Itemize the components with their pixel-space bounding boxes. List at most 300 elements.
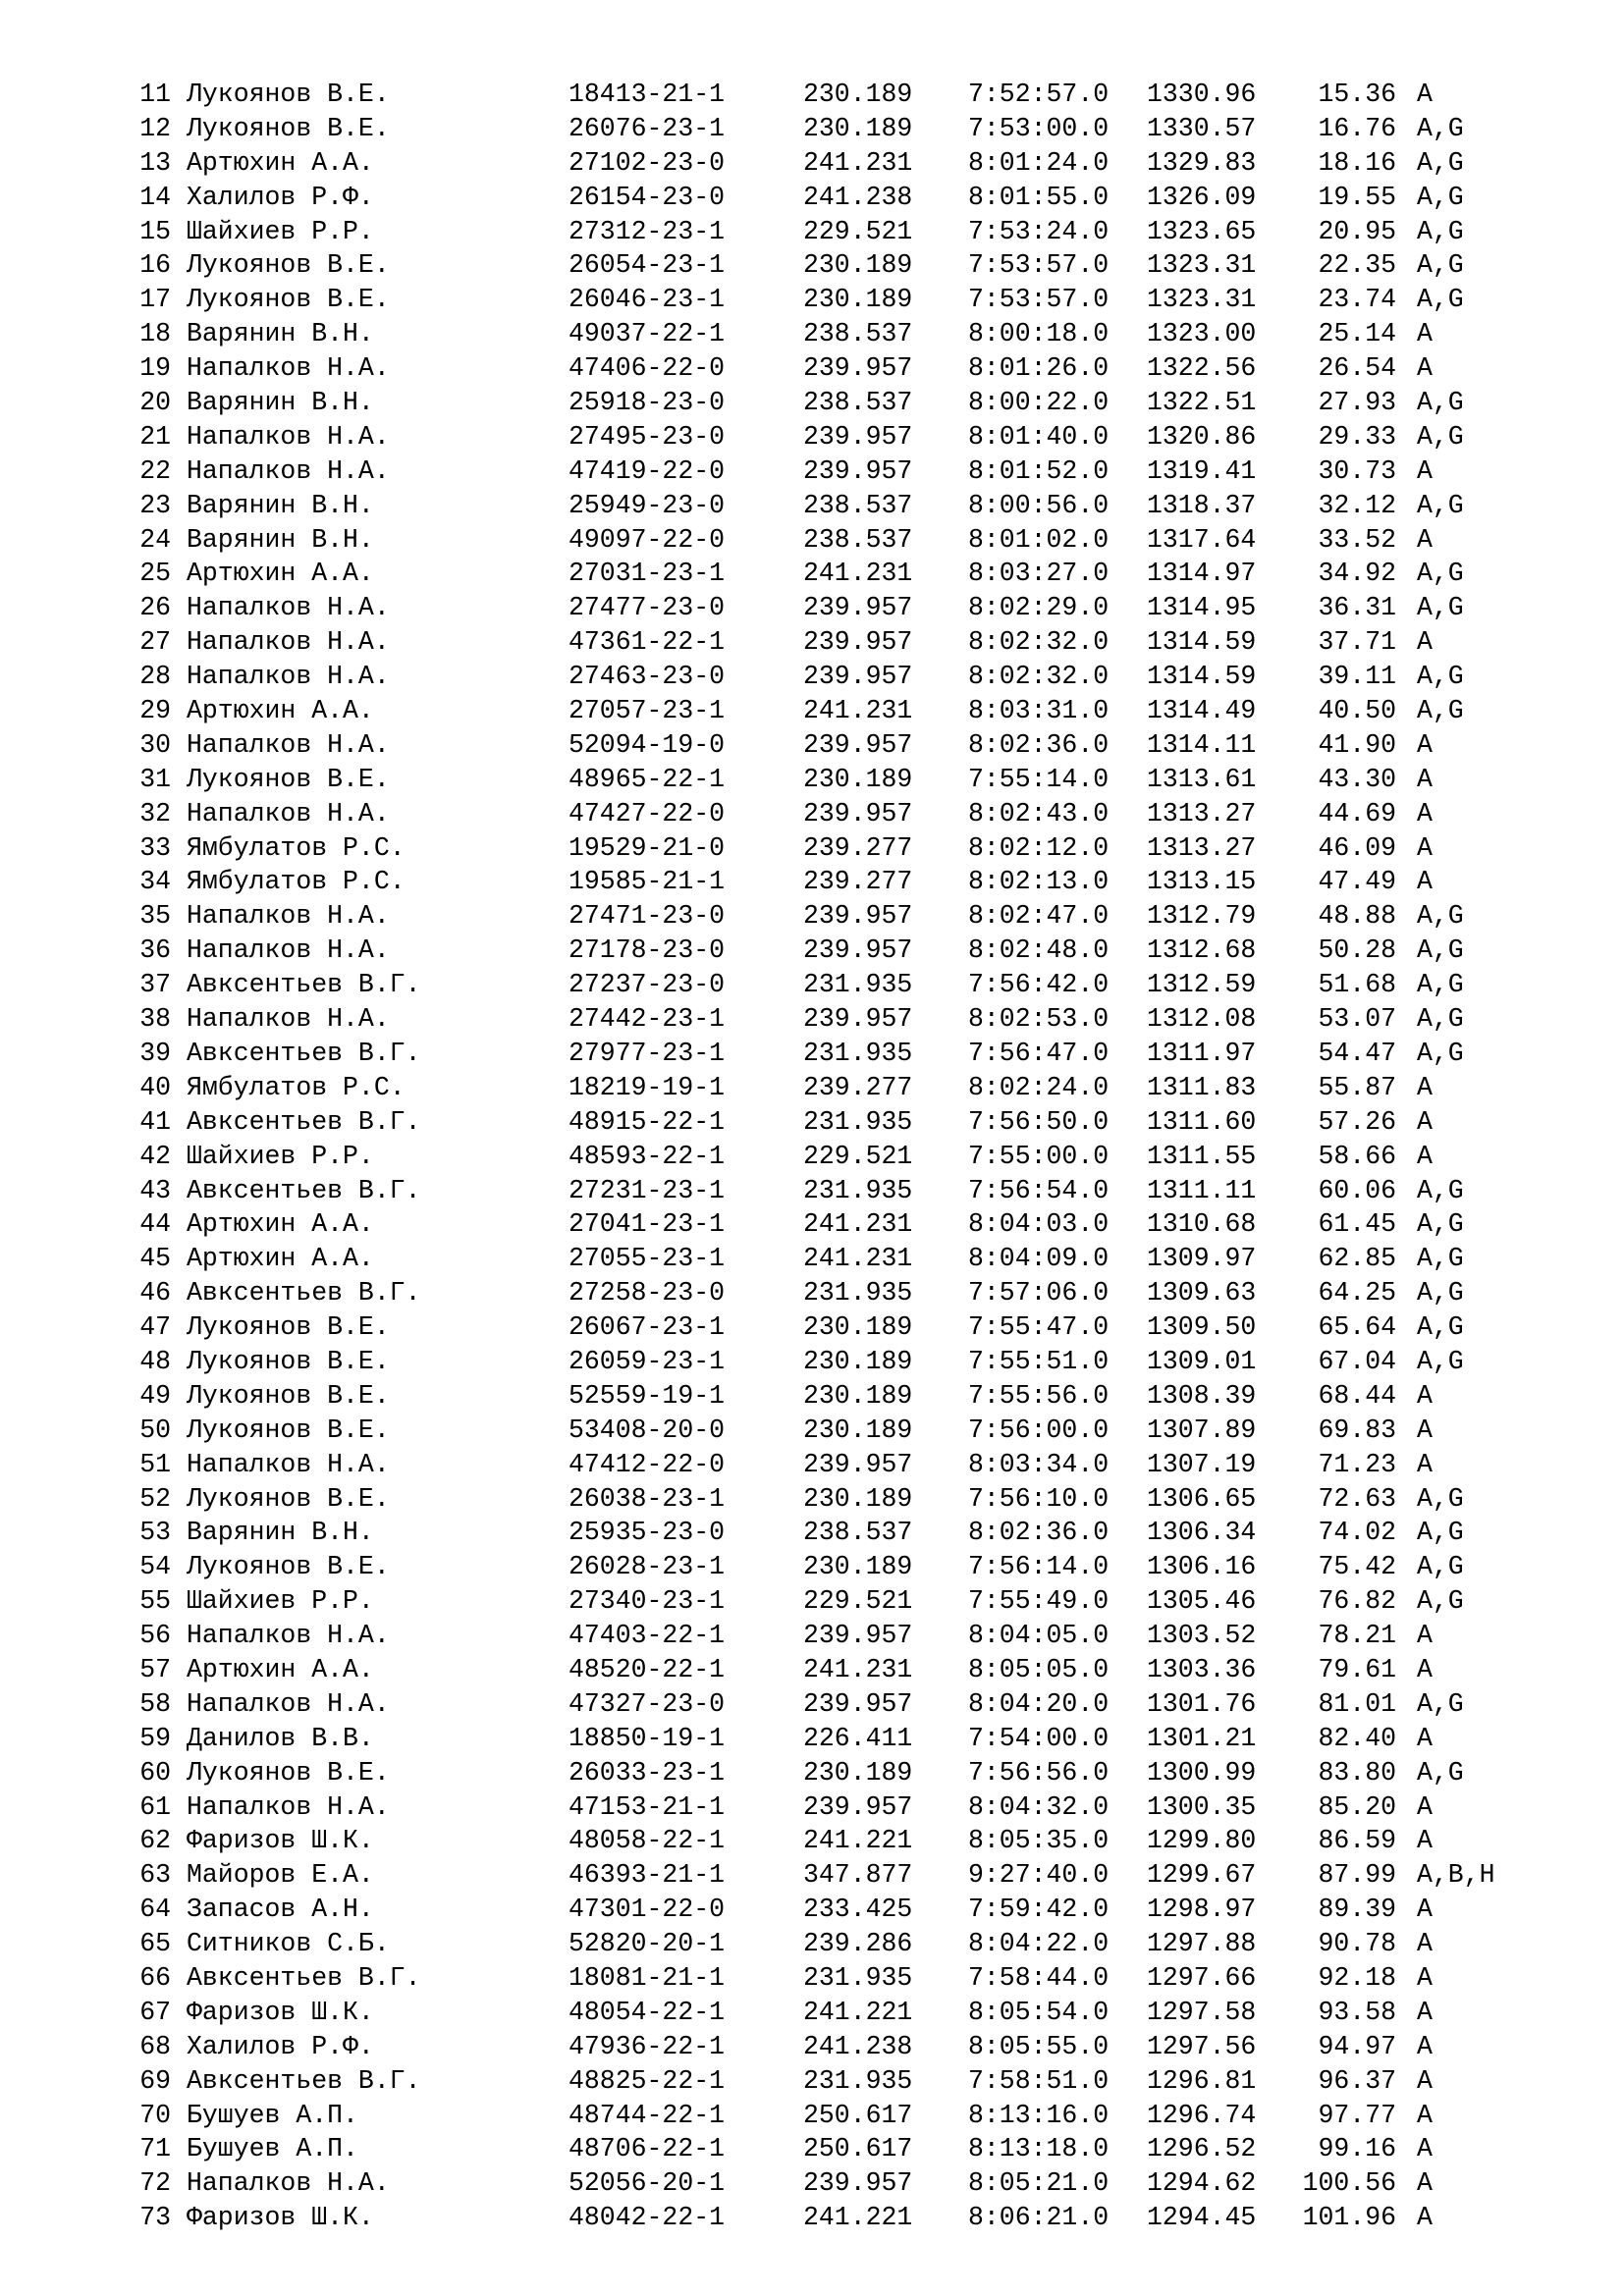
arrival-time: 8:01:40.0 (968, 421, 1110, 452)
ring-code: 47327-23-0 (568, 1688, 726, 1719)
distance-value: 241.238 (803, 182, 913, 212)
coefficient-value: 43.30 (1318, 764, 1396, 794)
arrival-time: 8:05:05.0 (968, 1654, 1110, 1684)
ring-code: 48915-22-1 (568, 1106, 726, 1137)
flags: A,G (1417, 147, 1464, 178)
coefficient-value: 94.97 (1318, 2031, 1396, 2061)
speed-value: 1314.59 (1147, 662, 1257, 692)
ring-code: 18413-21-1 (568, 80, 726, 109)
row-number: 47 (139, 1312, 171, 1343)
row-number: 72 (139, 2168, 171, 2199)
arrival-time: 8:01:26.0 (968, 353, 1110, 384)
arrival-time: 7:56:50.0 (968, 1106, 1110, 1137)
table-row (0, 1071, 1624, 1105)
ring-code: 27178-23-0 (568, 935, 726, 966)
coefficient-value: 40.50 (1318, 696, 1396, 726)
flags: A (1417, 80, 1433, 109)
speed-value: 1319.41 (1147, 455, 1257, 486)
flags: A (1417, 2031, 1433, 2061)
distance-value: 230.189 (803, 1346, 913, 1376)
arrival-time: 8:05:54.0 (968, 1997, 1110, 2027)
arrival-time: 8:01:52.0 (968, 455, 1110, 486)
flags: A,B,H (1417, 1860, 1495, 1891)
row-number: 24 (139, 524, 171, 555)
distance-value: 239.957 (803, 662, 913, 692)
row-number: 27 (139, 627, 171, 658)
distance-value: 230.189 (803, 764, 913, 794)
speed-value: 1306.65 (1147, 1483, 1257, 1514)
arrival-time: 8:00:22.0 (968, 388, 1110, 418)
pilot-name: Лукоянов В.Е. (187, 1312, 390, 1343)
arrival-time: 7:52:57.0 (968, 80, 1110, 109)
table-row (0, 1276, 1624, 1310)
table-row (0, 523, 1624, 558)
flags: A,G (1417, 113, 1464, 143)
pilot-name: Авксентьев В.Г. (187, 1038, 421, 1068)
distance-value: 230.189 (803, 1415, 913, 1445)
arrival-time: 8:02:43.0 (968, 798, 1110, 828)
distance-value: 230.189 (803, 80, 913, 109)
distance-value: 226.411 (803, 1723, 913, 1753)
ring-code: 26076-23-1 (568, 113, 726, 143)
pilot-name: Варянин В.Н. (187, 524, 374, 555)
coefficient-value: 74.02 (1318, 1518, 1396, 1548)
speed-value: 1329.83 (1147, 147, 1257, 178)
speed-value: 1300.35 (1147, 1791, 1257, 1822)
coefficient-value: 71.23 (1318, 1449, 1396, 1479)
ring-code: 27977-23-1 (568, 1038, 726, 1068)
speed-value: 1314.95 (1147, 593, 1257, 623)
ring-code: 49037-22-1 (568, 319, 726, 349)
flags: A,G (1417, 1004, 1464, 1035)
table-row (0, 1722, 1624, 1756)
arrival-time: 8:04:05.0 (968, 1621, 1110, 1651)
flags: A (1417, 1895, 1433, 1925)
flags: A (1417, 2203, 1433, 2233)
ring-code: 27055-23-1 (568, 1244, 726, 1274)
flags: A,G (1417, 696, 1464, 726)
distance-value: 241.231 (803, 1209, 913, 1240)
flags: A (1417, 798, 1433, 828)
flags: A,G (1417, 250, 1464, 281)
pilot-name: Артюхин А.А. (187, 1209, 374, 1240)
coefficient-value: 37.71 (1318, 627, 1396, 658)
speed-value: 1303.36 (1147, 1654, 1257, 1684)
pilot-name: Напалков Н.А. (187, 1791, 390, 1822)
row-number: 28 (139, 662, 171, 692)
distance-value: 239.957 (803, 2168, 913, 2199)
table-row (0, 1550, 1624, 1584)
pilot-name: Ситников С.Б. (187, 1929, 390, 1959)
arrival-time: 8:01:24.0 (968, 147, 1110, 178)
coefficient-value: 99.16 (1318, 2134, 1396, 2164)
distance-value: 238.537 (803, 388, 913, 418)
coefficient-value: 29.33 (1318, 421, 1396, 452)
pilot-name: Халилов Р.Ф. (187, 2031, 374, 2061)
arrival-time: 8:05:21.0 (968, 2168, 1110, 2199)
row-number: 25 (139, 559, 171, 589)
coefficient-value: 101.96 (1302, 2203, 1396, 2233)
row-number: 34 (139, 867, 171, 897)
arrival-time: 8:02:24.0 (968, 1072, 1110, 1102)
flags: A,G (1417, 935, 1464, 966)
distance-value: 241.231 (803, 559, 913, 589)
row-number: 35 (139, 901, 171, 932)
pilot-name: Шайхиев Р.Р. (187, 1141, 374, 1171)
flags: A (1417, 1415, 1433, 1445)
arrival-time: 8:06:21.0 (968, 2203, 1110, 2233)
distance-value: 230.189 (803, 1757, 913, 1788)
pilot-name: Артюхин А.А. (187, 559, 374, 589)
coefficient-value: 85.20 (1318, 1791, 1396, 1822)
table-row (0, 1105, 1624, 1140)
row-number: 23 (139, 490, 171, 520)
coefficient-value: 62.85 (1318, 1244, 1396, 1274)
coefficient-value: 33.52 (1318, 524, 1396, 555)
table-row (0, 215, 1624, 249)
table-row (0, 1756, 1624, 1790)
coefficient-value: 83.80 (1318, 1757, 1396, 1788)
flags: A (1417, 1654, 1433, 1684)
coefficient-value: 92.18 (1318, 1962, 1396, 1993)
ring-code: 47361-22-1 (568, 627, 726, 658)
pilot-name: Лукоянов В.Е. (187, 113, 390, 143)
coefficient-value: 79.61 (1318, 1654, 1396, 1684)
pilot-name: Шайхиев Р.Р. (187, 216, 374, 246)
distance-value: 241.231 (803, 1244, 913, 1274)
flags: A,G (1417, 285, 1464, 315)
ring-code: 27477-23-0 (568, 593, 726, 623)
distance-value: 239.957 (803, 353, 913, 384)
coefficient-value: 44.69 (1318, 798, 1396, 828)
distance-value: 231.935 (803, 1106, 913, 1137)
arrival-time: 8:01:55.0 (968, 182, 1110, 212)
pilot-name: Данилов В.В. (187, 1723, 374, 1753)
distance-value: 239.957 (803, 798, 913, 828)
flags: A (1417, 353, 1433, 384)
ring-code: 27237-23-0 (568, 970, 726, 1000)
speed-value: 1309.50 (1147, 1312, 1257, 1343)
distance-value: 239.286 (803, 1929, 913, 1959)
arrival-time: 8:00:18.0 (968, 319, 1110, 349)
table-row (0, 489, 1624, 523)
pilot-name: Артюхин А.А. (187, 696, 374, 726)
pilot-name: Майоров Е.А. (187, 1860, 374, 1891)
coefficient-value: 72.63 (1318, 1483, 1396, 1514)
arrival-time: 7:59:42.0 (968, 1895, 1110, 1925)
distance-value: 233.425 (803, 1895, 913, 1925)
distance-value: 241.231 (803, 696, 913, 726)
arrival-time: 7:53:24.0 (968, 216, 1110, 246)
table-row (0, 591, 1624, 625)
table-row (0, 1414, 1624, 1448)
row-number: 19 (139, 353, 171, 384)
distance-value: 231.935 (803, 1278, 913, 1308)
flags: A (1417, 1791, 1433, 1822)
speed-value: 1306.16 (1147, 1552, 1257, 1582)
distance-value: 239.957 (803, 1004, 913, 1035)
pilot-name: Ямбулатов Р.С. (187, 832, 406, 863)
distance-value: 241.238 (803, 2031, 913, 2061)
speed-value: 1323.65 (1147, 216, 1257, 246)
speed-value: 1318.37 (1147, 490, 1257, 520)
arrival-time: 7:56:10.0 (968, 1483, 1110, 1514)
distance-value: 239.957 (803, 455, 913, 486)
flags: A (1417, 832, 1433, 863)
speed-value: 1299.80 (1147, 1826, 1257, 1856)
distance-value: 231.935 (803, 1038, 913, 1068)
speed-value: 1307.19 (1147, 1449, 1257, 1479)
flags: A,G (1417, 593, 1464, 623)
speed-value: 1311.83 (1147, 1072, 1257, 1102)
flags: A (1417, 627, 1433, 658)
pilot-name: Напалков Н.А. (187, 1449, 390, 1479)
ring-code: 47301-22-0 (568, 1895, 726, 1925)
distance-value: 239.957 (803, 421, 913, 452)
ring-code: 27031-23-1 (568, 559, 726, 589)
pilot-name: Варянин В.Н. (187, 319, 374, 349)
row-number: 57 (139, 1654, 171, 1684)
pilot-name: Варянин В.Н. (187, 388, 374, 418)
row-number: 61 (139, 1791, 171, 1822)
results-table (0, 78, 1624, 2235)
arrival-time: 7:55:56.0 (968, 1380, 1110, 1411)
ring-code: 48706-22-1 (568, 2134, 726, 2164)
ring-code: 48965-22-1 (568, 764, 726, 794)
arrival-time: 8:03:34.0 (968, 1449, 1110, 1479)
ring-code: 26038-23-1 (568, 1483, 726, 1514)
distance-value: 231.935 (803, 1962, 913, 1993)
arrival-time: 8:02:53.0 (968, 1004, 1110, 1035)
ring-code: 25949-23-0 (568, 490, 726, 520)
flags: A,G (1417, 1038, 1464, 1068)
pilot-name: Авксентьев В.Г. (187, 1175, 421, 1205)
speed-value: 1305.46 (1147, 1586, 1257, 1617)
flags: A,G (1417, 1175, 1464, 1205)
row-number: 41 (139, 1106, 171, 1137)
coefficient-value: 75.42 (1318, 1552, 1396, 1582)
flags: A,G (1417, 1757, 1464, 1788)
row-number: 22 (139, 455, 171, 486)
ring-code: 18850-19-1 (568, 1723, 726, 1753)
pilot-name: Лукоянов В.Е. (187, 764, 390, 794)
flags: A,G (1417, 662, 1464, 692)
ring-code: 47406-22-0 (568, 353, 726, 384)
distance-value: 241.221 (803, 1826, 913, 1856)
distance-value: 238.537 (803, 490, 913, 520)
flags: A,G (1417, 1244, 1464, 1274)
pilot-name: Напалков Н.А. (187, 1621, 390, 1651)
pilot-name: Напалков Н.А. (187, 901, 390, 932)
pilot-name: Напалков Н.А. (187, 455, 390, 486)
coefficient-value: 55.87 (1318, 1072, 1396, 1102)
table-row (0, 557, 1624, 591)
ring-code: 26046-23-1 (568, 285, 726, 315)
coefficient-value: 27.93 (1318, 388, 1396, 418)
pilot-name: Авксентьев В.Г. (187, 1106, 421, 1137)
coefficient-value: 93.58 (1318, 1997, 1396, 2027)
row-number: 56 (139, 1621, 171, 1651)
table-row (0, 420, 1624, 454)
row-number: 60 (139, 1757, 171, 1788)
arrival-time: 8:02:29.0 (968, 593, 1110, 623)
ring-code: 48744-22-1 (568, 2100, 726, 2130)
distance-value: 230.189 (803, 113, 913, 143)
flags: A,G (1417, 1586, 1464, 1617)
arrival-time: 8:02:36.0 (968, 729, 1110, 760)
table-row (0, 181, 1624, 215)
row-number: 68 (139, 2031, 171, 2061)
distance-value: 230.189 (803, 285, 913, 315)
coefficient-value: 50.28 (1318, 935, 1396, 966)
coefficient-value: 53.07 (1318, 1004, 1396, 1035)
table-row (0, 1927, 1624, 1961)
table-row (0, 248, 1624, 283)
distance-value: 347.877 (803, 1860, 913, 1891)
flags: A (1417, 2065, 1433, 2096)
ring-code: 48054-22-1 (568, 1997, 726, 2027)
row-number: 73 (139, 2203, 171, 2233)
ring-code: 47427-22-0 (568, 798, 726, 828)
distance-value: 238.537 (803, 524, 913, 555)
table-row (0, 694, 1624, 728)
coefficient-value: 100.56 (1302, 2168, 1396, 2199)
speed-value: 1296.74 (1147, 2100, 1257, 2130)
table-row (0, 1174, 1624, 1208)
speed-value: 1317.64 (1147, 524, 1257, 555)
table-row (0, 1140, 1624, 1174)
speed-value: 1311.60 (1147, 1106, 1257, 1137)
speed-value: 1313.27 (1147, 832, 1257, 863)
coefficient-value: 34.92 (1318, 559, 1396, 589)
row-number: 54 (139, 1552, 171, 1582)
speed-value: 1330.57 (1147, 113, 1257, 143)
flags: A,G (1417, 1346, 1464, 1376)
table-row (0, 625, 1624, 660)
distance-value: 238.537 (803, 319, 913, 349)
arrival-time: 8:02:36.0 (968, 1518, 1110, 1548)
table-row (0, 797, 1624, 831)
flags: A (1417, 764, 1433, 794)
ring-code: 26028-23-1 (568, 1552, 726, 1582)
pilot-name: Артюхин А.А. (187, 1244, 374, 1274)
ring-code: 26033-23-1 (568, 1757, 726, 1788)
speed-value: 1314.11 (1147, 729, 1257, 760)
pilot-name: Напалков Н.А. (187, 729, 390, 760)
coefficient-value: 32.12 (1318, 490, 1396, 520)
ring-code: 25935-23-0 (568, 1518, 726, 1548)
row-number: 13 (139, 147, 171, 178)
distance-value: 238.537 (803, 1518, 913, 1548)
coefficient-value: 19.55 (1318, 182, 1396, 212)
row-number: 31 (139, 764, 171, 794)
table-row (0, 2166, 1624, 2201)
speed-value: 1312.68 (1147, 935, 1257, 966)
table-row (0, 1310, 1624, 1345)
coefficient-value: 47.49 (1318, 867, 1396, 897)
speed-value: 1294.62 (1147, 2168, 1257, 2199)
distance-value: 230.189 (803, 1312, 913, 1343)
coefficient-value: 41.90 (1318, 729, 1396, 760)
coefficient-value: 36.31 (1318, 593, 1396, 623)
distance-value: 239.277 (803, 832, 913, 863)
row-number: 71 (139, 2134, 171, 2164)
row-number: 21 (139, 421, 171, 452)
row-number: 65 (139, 1929, 171, 1959)
table-row (0, 831, 1624, 866)
row-number: 30 (139, 729, 171, 760)
ring-code: 19529-21-0 (568, 832, 726, 863)
coefficient-value: 61.45 (1318, 1209, 1396, 1240)
coefficient-value: 18.16 (1318, 147, 1396, 178)
flags: A,G (1417, 1518, 1464, 1548)
row-number: 15 (139, 216, 171, 246)
pilot-name: Запасов А.Н. (187, 1895, 374, 1925)
flags: A (1417, 1621, 1433, 1651)
arrival-time: 7:53:57.0 (968, 285, 1110, 315)
row-number: 53 (139, 1518, 171, 1548)
table-row (0, 2201, 1624, 2235)
row-number: 50 (139, 1415, 171, 1445)
table-row (0, 1824, 1624, 1858)
table-row (0, 1345, 1624, 1379)
flags: A,G (1417, 970, 1464, 1000)
table-row (0, 2030, 1624, 2064)
table-row (0, 351, 1624, 386)
pilot-name: Лукоянов В.Е. (187, 1552, 390, 1582)
row-number: 55 (139, 1586, 171, 1617)
speed-value: 1300.99 (1147, 1757, 1257, 1788)
flags: A,G (1417, 559, 1464, 589)
arrival-time: 7:58:44.0 (968, 1962, 1110, 1993)
row-number: 39 (139, 1038, 171, 1068)
coefficient-value: 86.59 (1318, 1826, 1396, 1856)
ring-code: 27041-23-1 (568, 1209, 726, 1240)
pilot-name: Авксентьев В.Г. (187, 1278, 421, 1308)
ring-code: 27057-23-1 (568, 696, 726, 726)
row-number: 29 (139, 696, 171, 726)
speed-value: 1323.31 (1147, 250, 1257, 281)
row-number: 14 (139, 182, 171, 212)
speed-value: 1299.67 (1147, 1860, 1257, 1891)
arrival-time: 8:03:31.0 (968, 696, 1110, 726)
distance-value: 231.935 (803, 2065, 913, 2096)
ring-code: 46393-21-1 (568, 1860, 726, 1891)
arrival-time: 8:13:18.0 (968, 2134, 1110, 2164)
ring-code: 27312-23-1 (568, 216, 726, 246)
distance-value: 239.957 (803, 1621, 913, 1651)
coefficient-value: 20.95 (1318, 216, 1396, 246)
flags: A,G (1417, 182, 1464, 212)
pilot-name: Напалков Н.А. (187, 935, 390, 966)
row-number: 69 (139, 2065, 171, 2096)
pilot-name: Варянин В.Н. (187, 1518, 374, 1548)
pilot-name: Напалков Н.А. (187, 353, 390, 384)
distance-value: 241.231 (803, 1654, 913, 1684)
row-number: 42 (139, 1141, 171, 1171)
arrival-time: 7:56:56.0 (968, 1757, 1110, 1788)
ring-code: 47403-22-1 (568, 1621, 726, 1651)
speed-value: 1309.63 (1147, 1278, 1257, 1308)
ring-code: 27102-23-0 (568, 147, 726, 178)
distance-value: 239.957 (803, 627, 913, 658)
ring-code: 27442-23-1 (568, 1004, 726, 1035)
ring-code: 27340-23-1 (568, 1586, 726, 1617)
table-row (0, 865, 1624, 899)
arrival-time: 8:02:47.0 (968, 901, 1110, 932)
arrival-time: 7:56:14.0 (968, 1552, 1110, 1582)
arrival-time: 7:56:54.0 (968, 1175, 1110, 1205)
